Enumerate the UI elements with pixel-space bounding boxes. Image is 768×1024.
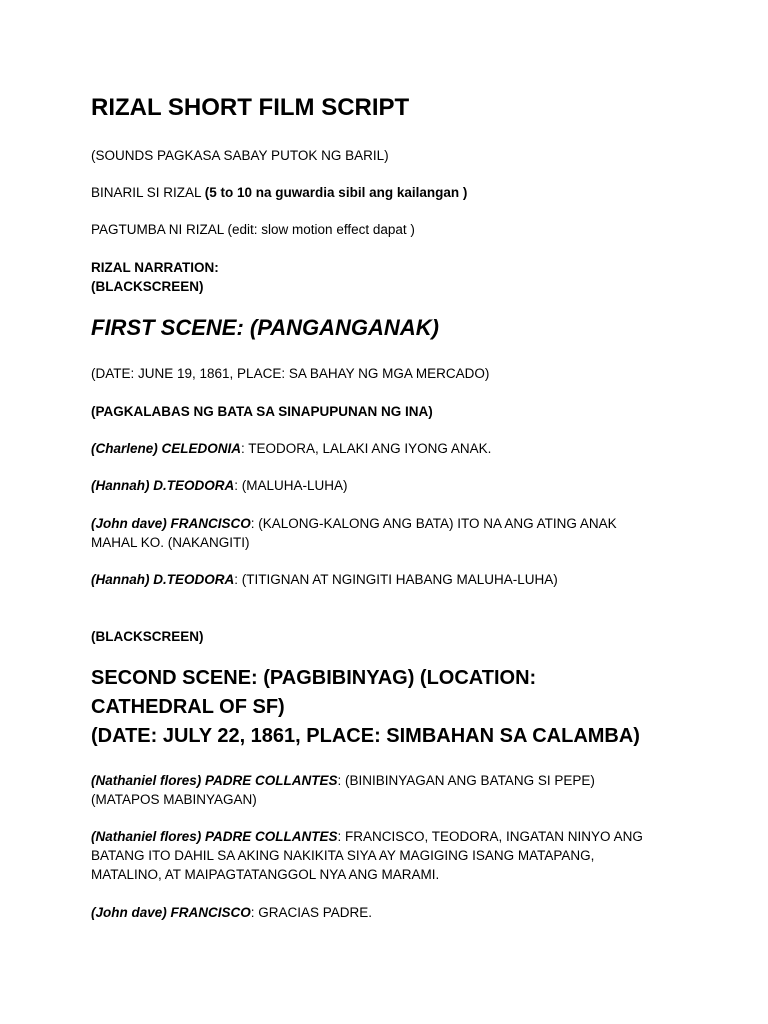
first-scene-action: (PAGKALABAS NG BATA SA SINAPUPUNAN NG INA) xyxy=(91,404,433,419)
dialogue-text: : TEODORA, LALAKI ANG IYONG ANAK. xyxy=(241,441,492,456)
blackscreen-direction: (BLACKSCREEN) xyxy=(91,279,204,294)
blackscreen-direction: (BLACKSCREEN) xyxy=(91,629,204,644)
first-scene-heading: FIRST SCENE: (PANGANGANAK) xyxy=(91,315,439,340)
dialogue-text-continued: MAHAL KO. (NAKANGITI) xyxy=(91,535,250,550)
dialogue-line xyxy=(91,476,691,495)
dialogue-line xyxy=(91,514,691,533)
document-title: RIZAL SHORT FILM SCRIPT xyxy=(91,94,410,121)
speaker-name: (Nathaniel flores) PADRE COLLANTES xyxy=(91,829,338,844)
dialogue-text: : (TITIGNAN AT NGINGITI HABANG MALUHA-LUHA) xyxy=(234,572,558,587)
first-scene-date-place: (DATE: JUNE 19, 1861, PLACE: SA BAHAY NG MGA MERCADO) xyxy=(91,366,490,381)
speaker-name: (Nathaniel flores) PADRE COLLANTES xyxy=(91,773,338,788)
dialogue-text: : (MALUHA-LUHA) xyxy=(234,478,348,493)
sounds-direction: (SOUNDS PAGKASA SABAY PUTOK NG BARIL) xyxy=(91,148,389,163)
pagtumba-line: PAGTUMBA NI RIZAL (edit: slow motion effect dapat ) xyxy=(91,222,415,237)
speaker-name: (Charlene) CELEDONIA xyxy=(91,441,242,456)
rizal-narration-label: RIZAL NARRATION: xyxy=(91,260,219,275)
binaril-note: (5 to 10 na guwardia sibil ang kailangan ) xyxy=(204,185,468,200)
speaker-name: (Hannah) D.TEODORA xyxy=(91,478,235,493)
binaril-line xyxy=(91,183,691,202)
dialogue-line xyxy=(91,570,691,589)
second-scene-heading-line1: SECOND SCENE: (PAGBIBINYAG) (LOCATION: xyxy=(91,667,537,689)
dialogue-text-continued: BATANG ITO DAHIL SA AKING NAKIKITA SIYA AY MAGIGING ISANG MATAPANG, xyxy=(91,848,595,863)
dialogue-text: : FRANCISCO, TEODORA, INGATAN NINYO ANG xyxy=(337,829,643,844)
second-scene-heading-line2: CATHEDRAL OF SF) xyxy=(91,696,285,718)
dialogue-text: : GRACIAS PADRE. xyxy=(250,905,373,920)
dialogue-text-continued: (MATAPOS MABINYAGAN) xyxy=(91,792,257,807)
dialogue-line xyxy=(91,771,691,790)
second-scene-heading-line3: (DATE: JULY 22, 1861, PLACE: SIMBAHAN SA CALAMBA) xyxy=(91,725,640,747)
dialogue-text: : (KALONG-KALONG ANG BATA) ITO NA ANG ATING ANAK xyxy=(250,516,617,531)
dialogue-text: : (BINIBINYAGAN ANG BATANG SI PEPE) xyxy=(337,773,595,788)
dialogue-line xyxy=(91,827,691,846)
dialogue-text-continued: MATALINO, AT MAIPAGTATANGGOL NYA ANG MARAMI. xyxy=(91,867,440,882)
dialogue-line xyxy=(91,439,691,458)
speaker-name: (John dave) FRANCISCO xyxy=(91,516,251,531)
dialogue-line xyxy=(91,903,691,922)
speaker-name: (John dave) FRANCISCO xyxy=(91,905,251,920)
binaril-text: BINARIL SI RIZAL xyxy=(91,185,205,200)
speaker-name: (Hannah) D.TEODORA xyxy=(91,572,235,587)
